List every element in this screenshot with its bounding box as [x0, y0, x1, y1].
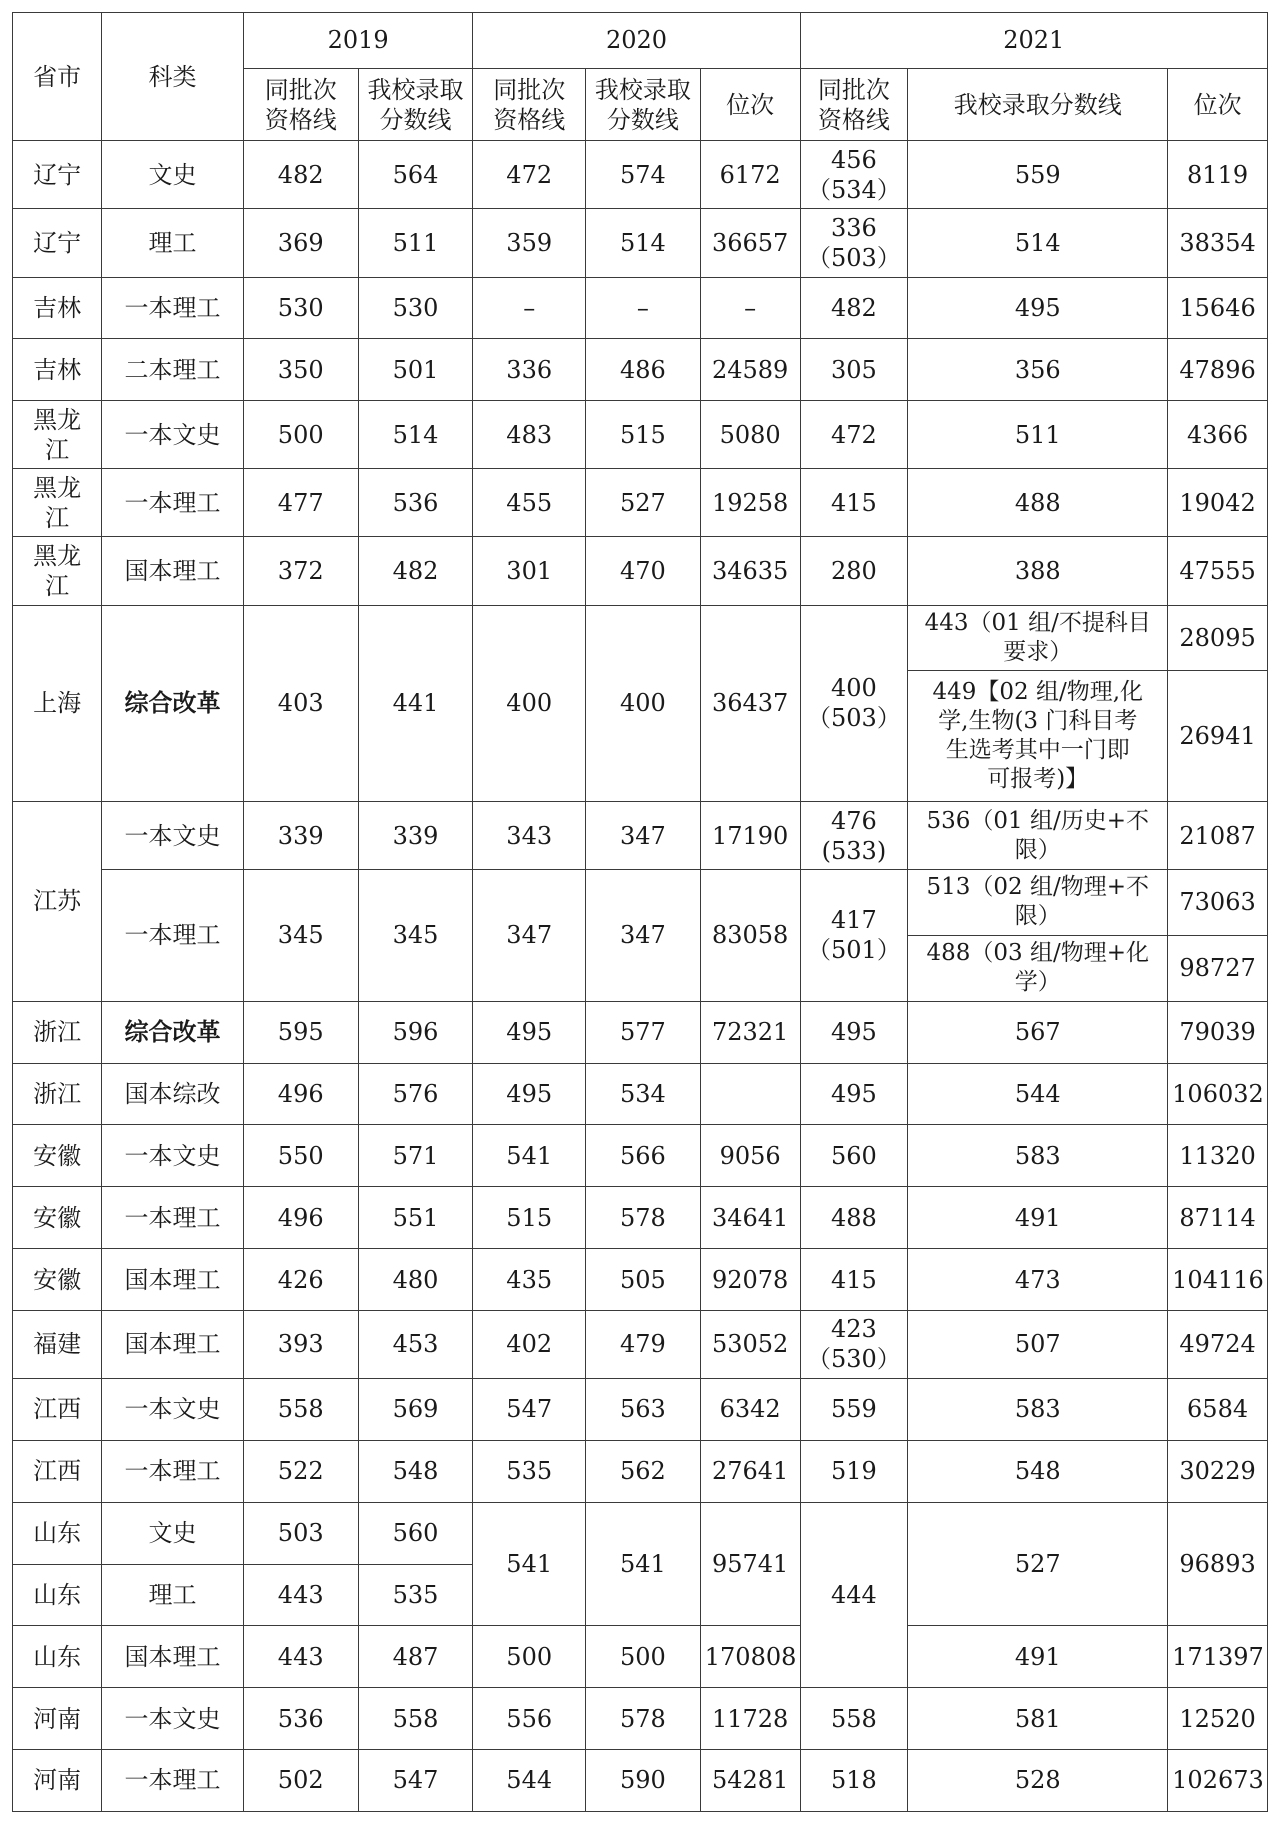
header-same-batch-line: 同批次 资格线 — [243, 68, 358, 141]
cell-2020-batch-line: 495 — [473, 1063, 586, 1125]
cell-2021-batch-line: 305 — [800, 339, 908, 401]
cell-2019-batch-line: 496 — [243, 1063, 358, 1125]
table-body — [13, 13, 1268, 1812]
cell-province: 安徽 — [13, 1187, 102, 1249]
cell-2020-our-line: 562 — [585, 1440, 700, 1502]
cell-2019-our-line: 576 — [358, 1063, 473, 1125]
cell-2019-our-line: 558 — [358, 1688, 473, 1750]
cell-2020-our-line: 347 — [585, 801, 700, 869]
cell-2021-our-line: 528 — [908, 1749, 1168, 1811]
cell-2020-batch-line: 547 — [473, 1379, 586, 1441]
cell-2019-batch-line: 443 — [243, 1626, 358, 1688]
header-year-2021: 2021 — [800, 13, 1268, 69]
cell-2020-batch-line: 500 — [473, 1626, 586, 1688]
cell-2019-our-line: 514 — [358, 401, 473, 469]
cell-2020-our-line: 514 — [585, 209, 700, 277]
cell-2020-our-line: 563 — [585, 1379, 700, 1441]
cell-2019-our-line: 596 — [358, 1001, 473, 1063]
cell-2020-our-line: – — [585, 277, 700, 339]
cell-2019-our-line: 487 — [358, 1626, 473, 1688]
table-row — [13, 209, 1268, 277]
cell-2021-rank: 19042 — [1168, 469, 1268, 537]
cell-category: 国本理工 — [102, 1626, 244, 1688]
cell-2019-our-line: 547 — [358, 1749, 473, 1811]
cell-province: 江苏 — [13, 801, 102, 1001]
cell-2019-batch-line: 443 — [243, 1564, 358, 1626]
cell-category: 国本理工 — [102, 537, 244, 605]
cell-2019-batch-line: 369 — [243, 209, 358, 277]
cell-2021-batch-line: 417 （501） — [800, 870, 908, 1002]
cell-2019-our-line: 548 — [358, 1440, 473, 1502]
cell-province: 安徽 — [13, 1249, 102, 1311]
cell-2021-batch-line: 415 — [800, 469, 908, 537]
cell-2021-batch-line: 415 — [800, 1249, 908, 1311]
table-row — [13, 1187, 1268, 1249]
cell-2020-batch-line: 544 — [473, 1749, 586, 1811]
cell-2020-rank: 5080 — [700, 401, 800, 469]
cell-category: 国本理工 — [102, 1310, 244, 1378]
cell-2020-rank: 27641 — [700, 1440, 800, 1502]
cell-category: 文史 — [102, 141, 244, 209]
cell-province: 浙江 — [13, 1001, 102, 1063]
cell-2020-our-line: 515 — [585, 401, 700, 469]
cell-2020-our-line: 400 — [585, 605, 700, 801]
cell-2020-rank: 6172 — [700, 141, 800, 209]
cell-2021-rank: 79039 — [1168, 1001, 1268, 1063]
cell-2021-rank: 49724 — [1168, 1310, 1268, 1378]
cell-2021-rank: 104116 — [1168, 1249, 1268, 1311]
cell-2019-batch-line: 502 — [243, 1749, 358, 1811]
cell-2019-batch-line: 536 — [243, 1688, 358, 1750]
cell-2021-our-line: 491 — [908, 1626, 1168, 1688]
cell-2021-rank: 6584 — [1168, 1379, 1268, 1441]
table-row — [13, 339, 1268, 401]
cell-2021-batch-line: 560 — [800, 1125, 908, 1187]
header-our-admission-line: 我校录取 分数线 — [585, 68, 700, 141]
cell-2021-our-line: 536（01 组/历史+不 限） — [908, 801, 1168, 869]
cell-2019-our-line: 530 — [358, 277, 473, 339]
cell-2019-batch-line: 500 — [243, 401, 358, 469]
table-row — [13, 469, 1268, 537]
admission-score-table — [12, 12, 1268, 1812]
cell-2019-batch-line: 345 — [243, 870, 358, 1002]
cell-2020-our-line: 578 — [585, 1688, 700, 1750]
cell-2019-batch-line: 426 — [243, 1249, 358, 1311]
header-same-batch-line: 同批次 资格线 — [800, 68, 908, 141]
cell-2021-batch-line: 488 — [800, 1187, 908, 1249]
cell-2021-our-line: 388 — [908, 537, 1168, 605]
table-row — [13, 141, 1268, 209]
cell-2020-rank: 34635 — [700, 537, 800, 605]
table-row — [13, 801, 1268, 869]
cell-2019-batch-line: 350 — [243, 339, 358, 401]
table-row — [13, 870, 1268, 936]
cell-2021-our-line: 495 — [908, 277, 1168, 339]
cell-2021-rank: 106032 — [1168, 1063, 1268, 1125]
cell-2019-our-line: 480 — [358, 1249, 473, 1311]
cell-2019-our-line: 501 — [358, 339, 473, 401]
cell-2020-rank: 83058 — [700, 870, 800, 1002]
table-row — [13, 13, 1268, 69]
cell-2020-batch-line: 400 — [473, 605, 586, 801]
cell-2020-batch-line: 347 — [473, 870, 586, 1002]
cell-category: 文史 — [102, 1502, 244, 1564]
table-row — [13, 1063, 1268, 1125]
cell-2020-our-line: 500 — [585, 1626, 700, 1688]
cell-2019-our-line: 482 — [358, 537, 473, 605]
cell-2021-our-line: 473 — [908, 1249, 1168, 1311]
cell-category: 二本理工 — [102, 339, 244, 401]
cell-2021-rank: 102673 — [1168, 1749, 1268, 1811]
cell-2019-our-line: 536 — [358, 469, 473, 537]
cell-2020-batch-line: 541 — [473, 1125, 586, 1187]
cell-2020-our-line: 534 — [585, 1063, 700, 1125]
cell-2020-our-line: 347 — [585, 870, 700, 1002]
cell-2021-rank: 98727 — [1168, 935, 1268, 1001]
table-row — [13, 1001, 1268, 1063]
cell-2020-our-line: 574 — [585, 141, 700, 209]
header-our-admission-line: 我校录取分数线 — [908, 68, 1168, 141]
cell-2019-our-line: 571 — [358, 1125, 473, 1187]
cell-2020-rank: 6342 — [700, 1379, 800, 1441]
cell-province: 福建 — [13, 1310, 102, 1378]
header-category: 科类 — [102, 13, 244, 141]
cell-2021-batch-line: 495 — [800, 1063, 908, 1125]
cell-province: 吉林 — [13, 339, 102, 401]
cell-2020-batch-line: 535 — [473, 1440, 586, 1502]
cell-province: 江西 — [13, 1379, 102, 1441]
cell-2021-our-line: 583 — [908, 1379, 1168, 1441]
cell-2019-our-line: 535 — [358, 1564, 473, 1626]
cell-2021-batch-line: 476 (533) — [800, 801, 908, 869]
cell-2020-batch-line: 483 — [473, 401, 586, 469]
cell-2020-batch-line: 343 — [473, 801, 586, 869]
cell-2020-rank: 54281 — [700, 1749, 800, 1811]
cell-2021-rank: 26941 — [1168, 671, 1268, 802]
cell-province: 山东 — [13, 1502, 102, 1564]
table-row — [13, 1310, 1268, 1378]
cell-2021-our-line: 443（01 组/不提科目 要求） — [908, 605, 1168, 671]
cell-2020-batch-line: 556 — [473, 1688, 586, 1750]
cell-2021-our-line: 559 — [908, 141, 1168, 209]
cell-2021-rank: 28095 — [1168, 605, 1268, 671]
cell-province: 浙江 — [13, 1063, 102, 1125]
cell-category: 一本理工 — [102, 277, 244, 339]
cell-category: 一本文史 — [102, 1379, 244, 1441]
cell-2019-batch-line: 558 — [243, 1379, 358, 1441]
cell-2020-rank: – — [700, 277, 800, 339]
cell-2021-rank: 15646 — [1168, 277, 1268, 339]
cell-2021-our-line: 583 — [908, 1125, 1168, 1187]
cell-2021-our-line: 491 — [908, 1187, 1168, 1249]
cell-2019-our-line: 551 — [358, 1187, 473, 1249]
cell-category: 一本理工 — [102, 1187, 244, 1249]
cell-2020-rank: 72321 — [700, 1001, 800, 1063]
cell-2021-our-line: 449【02 组/物理,化 学,生物(3 门科目考 生选考其中一门即 可报考)】 — [908, 671, 1168, 802]
cell-2019-batch-line: 477 — [243, 469, 358, 537]
cell-category: 一本理工 — [102, 870, 244, 1002]
table-row — [13, 1626, 1268, 1688]
cell-2020-batch-line: 359 — [473, 209, 586, 277]
cell-province: 上海 — [13, 605, 102, 801]
cell-2021-rank: 21087 — [1168, 801, 1268, 869]
cell-2021-rank: 38354 — [1168, 209, 1268, 277]
cell-category: 国本理工 — [102, 1249, 244, 1311]
cell-province: 黑龙 江 — [13, 401, 102, 469]
cell-2020-rank: 11728 — [700, 1688, 800, 1750]
cell-2019-batch-line: 393 — [243, 1310, 358, 1378]
header-year-2019: 2019 — [243, 13, 473, 69]
cell-2021-our-line: 488 — [908, 469, 1168, 537]
cell-category: 一本文史 — [102, 801, 244, 869]
cell-2019-our-line: 339 — [358, 801, 473, 869]
cell-2021-batch-line: 444 — [800, 1502, 908, 1687]
cell-2020-our-line: 470 — [585, 537, 700, 605]
cell-province: 江西 — [13, 1440, 102, 1502]
cell-2021-our-line: 356 — [908, 339, 1168, 401]
cell-2021-rank: 4366 — [1168, 401, 1268, 469]
cell-category: 国本综改 — [102, 1063, 244, 1125]
table-row — [13, 401, 1268, 469]
cell-2020-rank — [700, 1063, 800, 1125]
cell-2021-our-line: 567 — [908, 1001, 1168, 1063]
cell-2020-batch-line: 472 — [473, 141, 586, 209]
cell-2019-batch-line: 482 — [243, 141, 358, 209]
cell-2021-batch-line: 336 （503） — [800, 209, 908, 277]
cell-2021-our-line: 548 — [908, 1440, 1168, 1502]
cell-2020-our-line: 541 — [585, 1502, 700, 1626]
cell-province: 辽宁 — [13, 209, 102, 277]
cell-2021-rank: 8119 — [1168, 141, 1268, 209]
cell-2021-batch-line: 472 — [800, 401, 908, 469]
cell-2020-our-line: 479 — [585, 1310, 700, 1378]
cell-2020-rank: 36657 — [700, 209, 800, 277]
cell-2019-our-line: 345 — [358, 870, 473, 1002]
cell-2021-our-line: 511 — [908, 401, 1168, 469]
cell-2019-batch-line: 403 — [243, 605, 358, 801]
cell-2021-rank: 87114 — [1168, 1187, 1268, 1249]
cell-2021-our-line: 544 — [908, 1063, 1168, 1125]
cell-2019-batch-line: 595 — [243, 1001, 358, 1063]
cell-2020-our-line: 578 — [585, 1187, 700, 1249]
table-row — [13, 605, 1268, 671]
cell-province: 黑龙 江 — [13, 537, 102, 605]
cell-province: 吉林 — [13, 277, 102, 339]
cell-category: 一本文史 — [102, 1125, 244, 1187]
cell-province: 山东 — [13, 1626, 102, 1688]
cell-province: 河南 — [13, 1749, 102, 1811]
table-row — [13, 1249, 1268, 1311]
cell-2021-rank: 96893 — [1168, 1502, 1268, 1626]
table-row — [13, 277, 1268, 339]
cell-2021-our-line: 507 — [908, 1310, 1168, 1378]
cell-2019-our-line: 453 — [358, 1310, 473, 1378]
cell-2020-batch-line: 336 — [473, 339, 586, 401]
cell-2021-batch-line: 519 — [800, 1440, 908, 1502]
header-rank: 位次 — [700, 68, 800, 141]
cell-2019-batch-line: 550 — [243, 1125, 358, 1187]
cell-2021-our-line: 488（03 组/物理+化 学） — [908, 935, 1168, 1001]
cell-2020-rank: 19258 — [700, 469, 800, 537]
cell-2020-our-line: 505 — [585, 1249, 700, 1311]
cell-2020-batch-line: 301 — [473, 537, 586, 605]
cell-2020-batch-line: – — [473, 277, 586, 339]
table-row — [13, 1379, 1268, 1441]
cell-category: 一本理工 — [102, 1749, 244, 1811]
header-rank: 位次 — [1168, 68, 1268, 141]
cell-2020-rank: 34641 — [700, 1187, 800, 1249]
table-row — [13, 1440, 1268, 1502]
cell-category: 一本理工 — [102, 469, 244, 537]
cell-2020-rank: 53052 — [700, 1310, 800, 1378]
table-row — [13, 1125, 1268, 1187]
cell-2019-batch-line: 503 — [243, 1502, 358, 1564]
cell-2020-batch-line: 515 — [473, 1187, 586, 1249]
cell-2019-batch-line: 522 — [243, 1440, 358, 1502]
cell-2021-our-line: 513（02 组/物理+不 限） — [908, 870, 1168, 936]
cell-2021-our-line: 514 — [908, 209, 1168, 277]
header-year-2020: 2020 — [473, 13, 800, 69]
cell-2020-rank: 170808 — [700, 1626, 800, 1688]
cell-2020-our-line: 577 — [585, 1001, 700, 1063]
cell-2020-rank: 17190 — [700, 801, 800, 869]
cell-2020-our-line: 590 — [585, 1749, 700, 1811]
cell-2019-batch-line: 530 — [243, 277, 358, 339]
cell-category: 理工 — [102, 209, 244, 277]
cell-province: 黑龙 江 — [13, 469, 102, 537]
cell-category: 综合改革 — [102, 605, 244, 801]
cell-2020-our-line: 527 — [585, 469, 700, 537]
cell-2020-rank: 92078 — [700, 1249, 800, 1311]
cell-2019-our-line: 511 — [358, 209, 473, 277]
cell-2020-our-line: 486 — [585, 339, 700, 401]
cell-2021-rank: 47896 — [1168, 339, 1268, 401]
table-row — [13, 1749, 1268, 1811]
cell-2021-batch-line: 280 — [800, 537, 908, 605]
cell-2020-rank: 95741 — [700, 1502, 800, 1626]
cell-category: 一本文史 — [102, 401, 244, 469]
table-row — [13, 1502, 1268, 1564]
cell-2021-batch-line: 495 — [800, 1001, 908, 1063]
header-same-batch-line: 同批次 资格线 — [473, 68, 586, 141]
cell-category: 一本文史 — [102, 1688, 244, 1750]
cell-2020-our-line: 566 — [585, 1125, 700, 1187]
header-our-admission-line: 我校录取 分数线 — [358, 68, 473, 141]
cell-2021-our-line: 581 — [908, 1688, 1168, 1750]
cell-2020-batch-line: 495 — [473, 1001, 586, 1063]
cell-category: 理工 — [102, 1564, 244, 1626]
cell-2019-our-line: 564 — [358, 141, 473, 209]
cell-2019-our-line: 569 — [358, 1379, 473, 1441]
cell-category: 综合改革 — [102, 1001, 244, 1063]
cell-2021-batch-line: 558 — [800, 1688, 908, 1750]
cell-2019-batch-line: 496 — [243, 1187, 358, 1249]
cell-2020-rank: 24589 — [700, 339, 800, 401]
cell-province: 辽宁 — [13, 141, 102, 209]
cell-2021-rank: 11320 — [1168, 1125, 1268, 1187]
cell-2019-our-line: 560 — [358, 1502, 473, 1564]
cell-2021-rank: 47555 — [1168, 537, 1268, 605]
cell-2020-rank: 9056 — [700, 1125, 800, 1187]
cell-province: 安徽 — [13, 1125, 102, 1187]
cell-category: 一本理工 — [102, 1440, 244, 1502]
cell-2021-batch-line: 559 — [800, 1379, 908, 1441]
table-row — [13, 1688, 1268, 1750]
cell-2021-batch-line: 456 （534） — [800, 141, 908, 209]
cell-2021-batch-line: 400 （503） — [800, 605, 908, 801]
header-province: 省市 — [13, 13, 102, 141]
cell-2020-batch-line: 455 — [473, 469, 586, 537]
cell-2019-batch-line: 372 — [243, 537, 358, 605]
cell-2020-batch-line: 402 — [473, 1310, 586, 1378]
table-row — [13, 537, 1268, 605]
cell-2021-rank: 30229 — [1168, 1440, 1268, 1502]
cell-2021-rank: 73063 — [1168, 870, 1268, 936]
cell-2021-rank: 171397 — [1168, 1626, 1268, 1688]
cell-2020-batch-line: 541 — [473, 1502, 586, 1626]
cell-province: 河南 — [13, 1688, 102, 1750]
cell-2020-rank: 36437 — [700, 605, 800, 801]
cell-2019-batch-line: 339 — [243, 801, 358, 869]
cell-2021-rank: 12520 — [1168, 1688, 1268, 1750]
cell-2021-batch-line: 482 — [800, 277, 908, 339]
cell-province: 山东 — [13, 1564, 102, 1626]
cell-2021-batch-line: 423 （530） — [800, 1310, 908, 1378]
cell-2021-batch-line: 518 — [800, 1749, 908, 1811]
cell-2020-batch-line: 435 — [473, 1249, 586, 1311]
cell-2019-our-line: 441 — [358, 605, 473, 801]
cell-2021-our-line: 527 — [908, 1502, 1168, 1626]
